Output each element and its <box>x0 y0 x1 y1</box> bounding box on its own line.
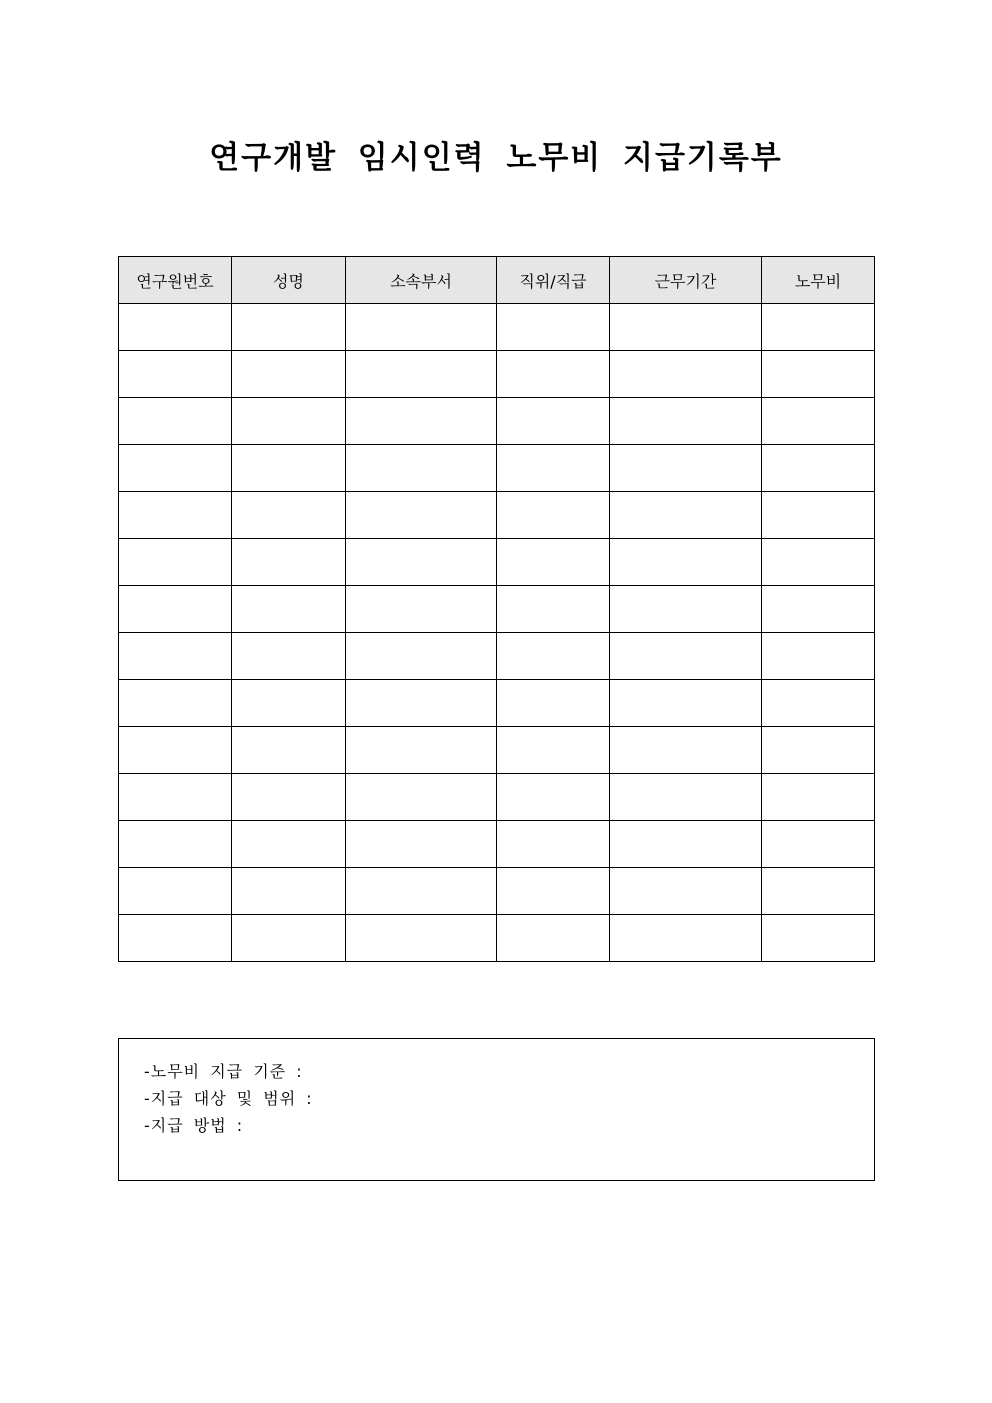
table-cell[interactable] <box>232 539 346 586</box>
table-cell[interactable] <box>610 586 762 633</box>
table-row <box>119 680 875 727</box>
table-cell[interactable] <box>346 633 497 680</box>
table-row <box>119 586 875 633</box>
table-cell[interactable] <box>762 915 875 962</box>
table-cell[interactable] <box>610 633 762 680</box>
table-cell[interactable] <box>610 727 762 774</box>
table-header-row <box>119 257 875 304</box>
table-cell[interactable] <box>346 304 497 351</box>
table-cell[interactable] <box>497 915 610 962</box>
table-cell[interactable] <box>346 351 497 398</box>
note-payment-method: -지급 방법 : <box>144 1116 244 1135</box>
table-cell[interactable] <box>762 774 875 821</box>
table-cell[interactable] <box>497 680 610 727</box>
table-cell[interactable] <box>232 586 346 633</box>
column-header-position-rank: 직위/직급 <box>497 257 610 304</box>
table-cell[interactable] <box>610 539 762 586</box>
table-row <box>119 351 875 398</box>
table-cell[interactable] <box>232 398 346 445</box>
table-cell[interactable] <box>119 868 232 915</box>
table-cell[interactable] <box>610 304 762 351</box>
table-cell[interactable] <box>346 680 497 727</box>
table-cell[interactable] <box>119 492 232 539</box>
table-cell[interactable] <box>119 821 232 868</box>
table-row <box>119 915 875 962</box>
payment-notes-box <box>118 1038 875 1181</box>
table-cell[interactable] <box>346 821 497 868</box>
table-row <box>119 445 875 492</box>
table-cell[interactable] <box>232 680 346 727</box>
table-cell[interactable] <box>346 492 497 539</box>
table-row <box>119 774 875 821</box>
table-cell[interactable] <box>232 915 346 962</box>
note-payment-scope: -지급 대상 및 범위 : <box>144 1089 313 1108</box>
table-cell[interactable] <box>610 445 762 492</box>
table-cell[interactable] <box>762 445 875 492</box>
table-cell[interactable] <box>497 633 610 680</box>
table-row <box>119 539 875 586</box>
table-cell[interactable] <box>119 774 232 821</box>
table-cell[interactable] <box>497 304 610 351</box>
table-cell[interactable] <box>497 398 610 445</box>
table-cell[interactable] <box>610 492 762 539</box>
table-row <box>119 633 875 680</box>
column-header-researcher-number: 연구원번호 <box>119 257 232 304</box>
table-cell[interactable] <box>346 586 497 633</box>
table-cell[interactable] <box>119 351 232 398</box>
table-cell[interactable] <box>762 727 875 774</box>
table-row <box>119 727 875 774</box>
table-cell[interactable] <box>346 774 497 821</box>
table-cell[interactable] <box>346 915 497 962</box>
table-cell[interactable] <box>762 868 875 915</box>
table-row <box>119 398 875 445</box>
table-cell[interactable] <box>119 586 232 633</box>
column-header-labor-cost: 노무비 <box>762 257 875 304</box>
table-cell[interactable] <box>346 398 497 445</box>
column-header-work-period: 근무기간 <box>610 257 762 304</box>
table-row <box>119 492 875 539</box>
table-cell[interactable] <box>497 727 610 774</box>
table-cell[interactable] <box>119 445 232 492</box>
table-cell[interactable] <box>119 727 232 774</box>
table-cell[interactable] <box>497 492 610 539</box>
table-cell[interactable] <box>232 868 346 915</box>
table-cell[interactable] <box>610 915 762 962</box>
table-cell[interactable] <box>119 633 232 680</box>
table-cell[interactable] <box>610 351 762 398</box>
table-cell[interactable] <box>497 351 610 398</box>
table-cell[interactable] <box>232 821 346 868</box>
table-cell[interactable] <box>762 680 875 727</box>
table-cell[interactable] <box>610 868 762 915</box>
table-cell[interactable] <box>119 304 232 351</box>
table-cell[interactable] <box>762 492 875 539</box>
column-header-name: 성명 <box>232 257 346 304</box>
table-cell[interactable] <box>346 445 497 492</box>
table-cell[interactable] <box>346 727 497 774</box>
table-cell[interactable] <box>762 633 875 680</box>
table-cell[interactable] <box>497 445 610 492</box>
table-cell[interactable] <box>232 492 346 539</box>
table-cell[interactable] <box>119 680 232 727</box>
table-cell[interactable] <box>232 304 346 351</box>
column-header-department: 소속부서 <box>346 257 497 304</box>
table-cell[interactable] <box>232 351 346 398</box>
table-cell[interactable] <box>346 539 497 586</box>
payment-record-table <box>118 256 875 962</box>
table-cell[interactable] <box>497 868 610 915</box>
table-cell[interactable] <box>119 915 232 962</box>
table-cell[interactable] <box>497 774 610 821</box>
table-cell[interactable] <box>762 539 875 586</box>
table-cell[interactable] <box>610 398 762 445</box>
table-cell[interactable] <box>610 821 762 868</box>
table-body <box>119 304 875 962</box>
table-cell[interactable] <box>232 727 346 774</box>
table-cell[interactable] <box>762 586 875 633</box>
table-cell[interactable] <box>119 539 232 586</box>
table-row <box>119 821 875 868</box>
note-payment-criteria: -노무비 지급 기준 : <box>144 1062 303 1081</box>
table-cell[interactable] <box>497 586 610 633</box>
table-cell[interactable] <box>232 774 346 821</box>
table-cell[interactable] <box>762 821 875 868</box>
table-cell[interactable] <box>232 633 346 680</box>
table-cell[interactable] <box>119 398 232 445</box>
table-cell[interactable] <box>497 539 610 586</box>
table-cell[interactable] <box>232 445 346 492</box>
document-title: 연구개발 임시인력 노무비 지급기록부 <box>209 140 783 176</box>
table-cell[interactable] <box>497 821 610 868</box>
table-cell[interactable] <box>762 304 875 351</box>
table-row <box>119 304 875 351</box>
table-cell[interactable] <box>610 680 762 727</box>
table-row <box>119 868 875 915</box>
table-cell[interactable] <box>610 774 762 821</box>
table-cell[interactable] <box>762 398 875 445</box>
table-cell[interactable] <box>346 868 497 915</box>
table-cell[interactable] <box>762 351 875 398</box>
